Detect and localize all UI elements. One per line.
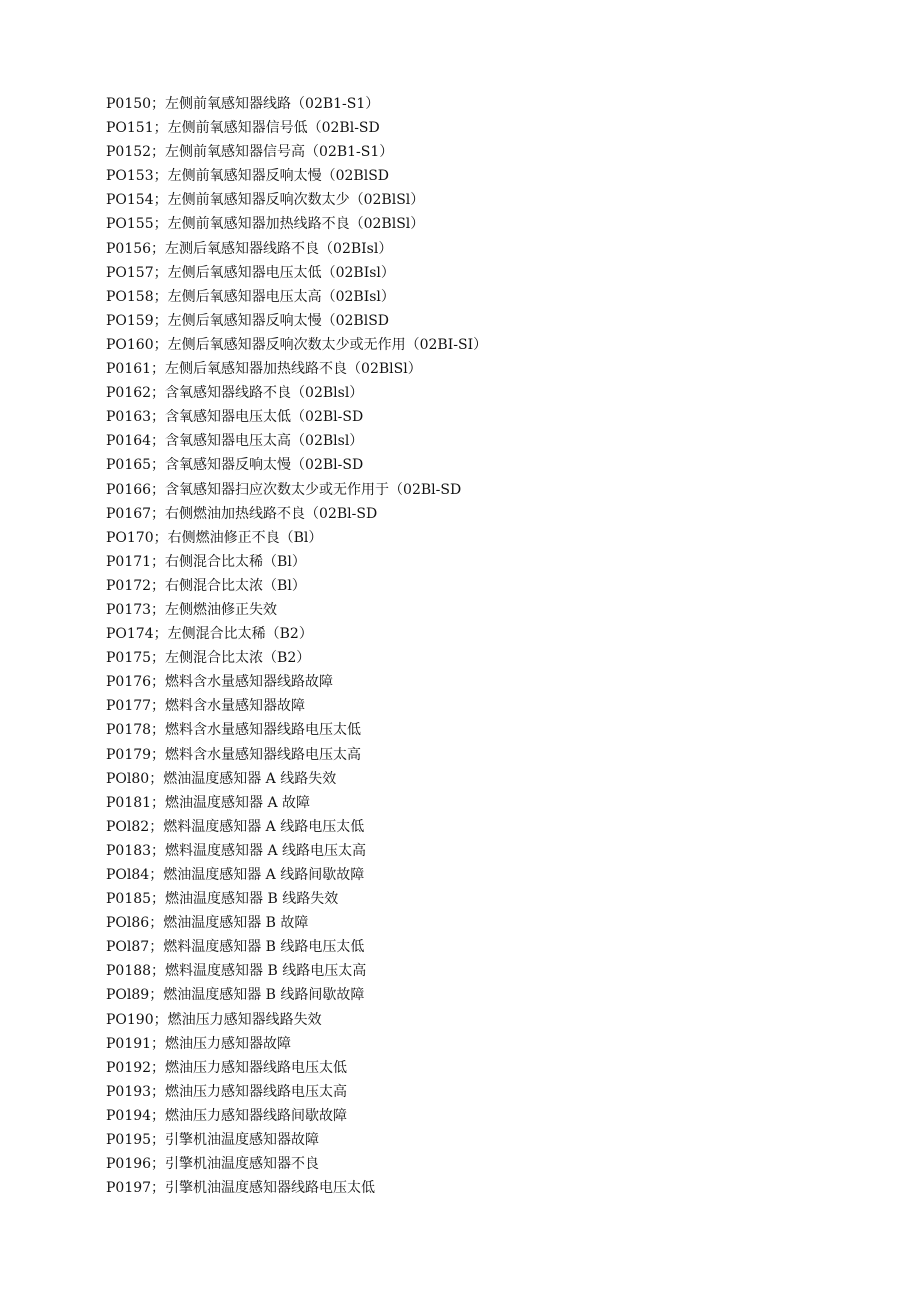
fault-code-line: P0172；右侧混合比太浓（Bl） [106,577,306,594]
fault-code-line: P0179；燃料含水量感知器线路电压太高 [106,746,362,763]
fault-code-line: P0183；燃料温度感知器 A 线路电压太高 [106,842,367,859]
fault-code-line: P0161；左侧后氧感知器加热线路不良（02BlSl） [106,361,422,378]
fault-code-line: POl89；燃油温度感知器 B 线路间歇故障 [106,987,365,1004]
fault-code-line: P0192；燃油压力感知器线路电压太低 [106,1059,348,1076]
fault-code-line: PO157；左侧后氧感知器电压太低（02BIsl） [106,264,395,281]
fault-code-line: P0197；引擎机油温度感知器线路电压太低 [106,1180,376,1197]
fault-code-line: PO155；左侧前氧感知器加热线路不良（02BlSl） [106,216,425,233]
fault-code-line: PO153；左侧前氧感知器反响太慢（02BlSD [106,168,390,185]
fault-code-line: P0173；左侧燃油修正失效 [106,601,278,618]
fault-code-line: P0177；燃料含水量感知器故障 [106,698,306,715]
fault-code-line: P0162；含氧感知器线路不良（02Blsl） [106,385,364,402]
fault-code-line: P0191；燃油压力感知器故障 [106,1035,292,1052]
fault-code-line: P0185；燃油温度感知器 B 线路失效 [106,891,339,908]
fault-code-line: PO170；右侧燃油修正不良（Bl） [106,529,323,546]
fault-code-line: P0171；右侧混合比太稀（Bl） [106,553,306,570]
fault-code-line: P0165；含氧感知器反响太慢（02Bl-SD [106,457,364,474]
fault-code-line: P0175；左侧混合比太浓（B2） [106,650,311,667]
fault-code-line: PO154；左侧前氧感知器反响次数太少（02BlSl） [106,192,425,209]
fault-code-line: P0176；燃料含水量感知器线路故障 [106,674,334,691]
fault-code-line: PO159；左侧后氧感知器反响太慢（02BlSD [106,312,390,329]
fault-code-line: P0196；引擎机油温度感知器不良 [106,1156,320,1173]
fault-code-line: PO151；左侧前氧感知器信号低（02Bl-SD [106,120,380,137]
fault-code-line: P0166；含氧感知器扫应次数太少或无作用于（02Bl-SD [106,481,462,498]
fault-code-line: P0193；燃油压力感知器线路电压太高 [106,1083,348,1100]
fault-code-line: PO158；左侧后氧感知器电压太高（02BIsl） [106,288,395,305]
fault-code-line: PO190；燃油压力感知器线路失效 [106,1011,322,1028]
fault-code-line: P0150；左侧前氧感知器线路（02B1-S1） [106,96,380,112]
fault-code-line: P0195；引擎机油温度感知器故障 [106,1132,320,1149]
fault-code-line: P0156；左测后氧感知器线路不良（02BIsl） [106,240,393,257]
fault-code-line: P0167；右侧燃油加热线路不良（02Bl-SD [106,505,378,522]
fault-code-line: POl80；燃油温度感知器 A 线路失效 [106,770,337,787]
fault-code-list [106,92,866,1200]
fault-code-line: PO160；左侧后氧感知器反响次数太少或无作用（02BI-SI） [106,336,488,353]
fault-code-line: PO174；左侧混合比太稀（B2） [106,626,313,643]
fault-code-line: POl82；燃料温度感知器 A 线路电压太低 [106,818,365,835]
fault-code-line: P0188；燃料温度感知器 B 线路电压太高 [106,963,367,980]
fault-code-line: P0164；含氧感知器电压太高（02Blsl） [106,433,364,450]
fault-code-line: P0181；燃油温度感知器 A 故障 [106,794,311,811]
fault-code-line: P0178；燃料含水量感知器线路电压太低 [106,722,362,739]
fault-code-line: P0163；含氧感知器电压太低（02Bl-SD [106,409,364,426]
fault-code-line: P0152；左侧前氧感知器信号高（02B1-S1） [106,144,394,161]
fault-code-line: POl87；燃料温度感知器 B 线路电压太低 [106,939,365,956]
fault-code-line: POl86；燃油温度感知器 B 故障 [106,915,309,932]
fault-code-line: POl84；燃油温度感知器 A 线路间歇故障 [106,867,365,883]
fault-code-line: P0194；燃油压力感知器线路间歇故障 [106,1107,348,1124]
